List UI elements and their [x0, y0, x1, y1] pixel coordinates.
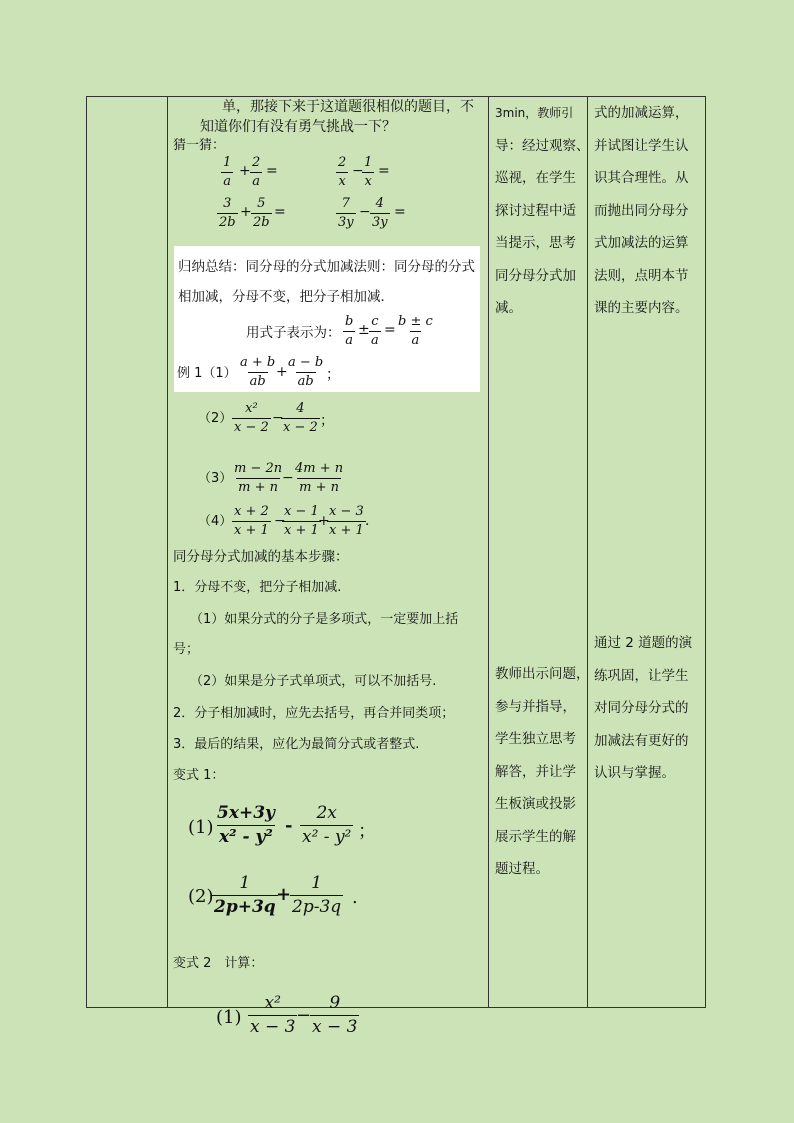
- example-label-3: （3）: [198, 471, 233, 486]
- guess-label: 猜一猜：: [173, 138, 226, 153]
- example-label-2: （2）: [198, 411, 233, 426]
- design-purpose-top: 式的加减运算， 并试图让学生认 识其合理性。从 而抛出同分母分 式加减法的运算 法则，点明本节 课的主要内容。: [594, 105, 689, 316]
- variant-2-label: 变式 2 计算：: [173, 956, 264, 971]
- table-divider: [167, 96, 168, 1008]
- steps-title: 同分母分式加减的基本步骤：: [173, 549, 349, 565]
- step-2: 2．分子相加减时，应先去括号，再合并同类项；: [173, 706, 455, 721]
- table-divider: [488, 96, 489, 1008]
- teacher-activity-top: 3min，教师引 导：经过观察、 巡视，在学生 探讨过程中适 当提示，思考 同分母分式加 减。: [495, 106, 590, 316]
- step-3: 3．最后的结果，应化为最简分式或者整式.: [173, 737, 420, 752]
- intro-line-1: 单，那接下来于这道题很相似的题目，不: [222, 99, 474, 115]
- teacher-activity-bottom: 教师出示问题， 参与并指导， 学生独立思考 解答，并让学 生板演或投影 展示学生的解 题过程。: [495, 666, 590, 877]
- example-label-4: （4）: [198, 514, 233, 529]
- example-label: 例 1（1）: [177, 366, 237, 381]
- step-1a-line-1: （1）如果分式的分子是多项式，一定要加上括: [190, 612, 459, 627]
- intro-line-2: 知道你们有没有勇气挑战一下？: [200, 119, 396, 135]
- step-1a-line-2: 号；: [173, 642, 200, 657]
- variant-1-label: 变式 1：: [173, 768, 225, 783]
- summary-line-1: 归纳总结：同分母的分式加减法则：同分母的分式: [178, 259, 475, 275]
- design-purpose-bottom: 通过 2 道题的演 练巩固，让学生 对同分母分式的 加减法有更好的 认识与掌握。: [594, 635, 693, 781]
- step-1b: （2）如果是分子式单项式，可以不加括号.: [190, 674, 437, 689]
- summary-line-2: 相加减，分母不变，把分子相加减．: [178, 289, 394, 305]
- step-1: 1．分母不变，把分子相加减.: [173, 580, 342, 595]
- formula-label: 用式子表示为：: [246, 325, 341, 341]
